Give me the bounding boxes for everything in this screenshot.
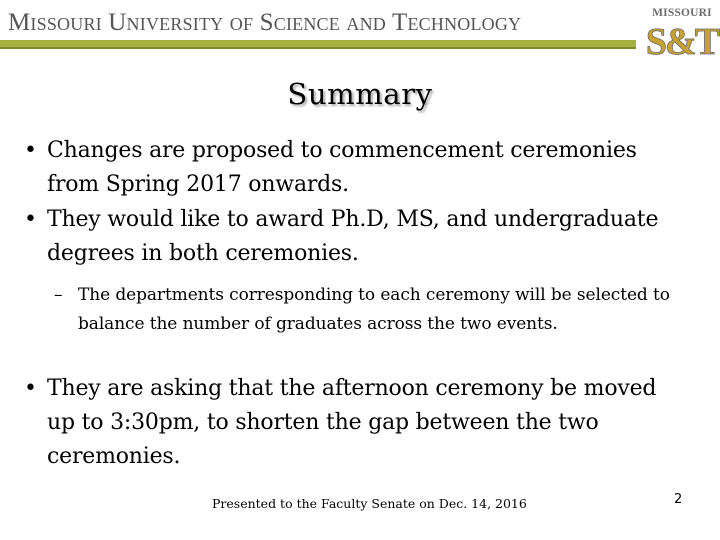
logo-monogram: S&T [645, 21, 719, 63]
sandt-logo-icon [640, 2, 720, 66]
logo-top-word: MISSOURI [652, 7, 712, 19]
sub-bullet-item [54, 281, 674, 338]
header-bar-shadow [0, 47, 636, 49]
sub-bullet-text: The departments corresponding to each ceremony will be selected to balance the number of graduates across the two events. [78, 285, 670, 334]
bullet-dot-icon: • [24, 138, 37, 163]
bullet-text: They would like to award Ph.D, MS, and undergraduate degrees in both ceremonies. [47, 207, 659, 266]
bullet-text: Changes are proposed to commencement ceremonies from Spring 2017 onwards. [47, 138, 637, 197]
page-number: 2 [674, 492, 683, 507]
bullet-text: They are asking that the afternoon ceremony be moved up to 3:30pm, to shorten the gap between the two ceremonies. [47, 376, 657, 469]
footer-text: Presented to the Faculty Senate on Dec. 14, 2016 [212, 496, 527, 511]
bullet-item [24, 372, 684, 474]
bullet-dot-icon: • [24, 207, 37, 232]
header-bar [0, 40, 636, 47]
bullet-item [24, 134, 684, 202]
bullet-dot-icon: • [24, 376, 37, 401]
bullet-item [24, 203, 684, 271]
sub-bullet-dash-icon: – [54, 285, 63, 305]
slide-title: Summary [287, 77, 433, 111]
university-name-header: Missouri University of Science and Technology [8, 9, 522, 36]
